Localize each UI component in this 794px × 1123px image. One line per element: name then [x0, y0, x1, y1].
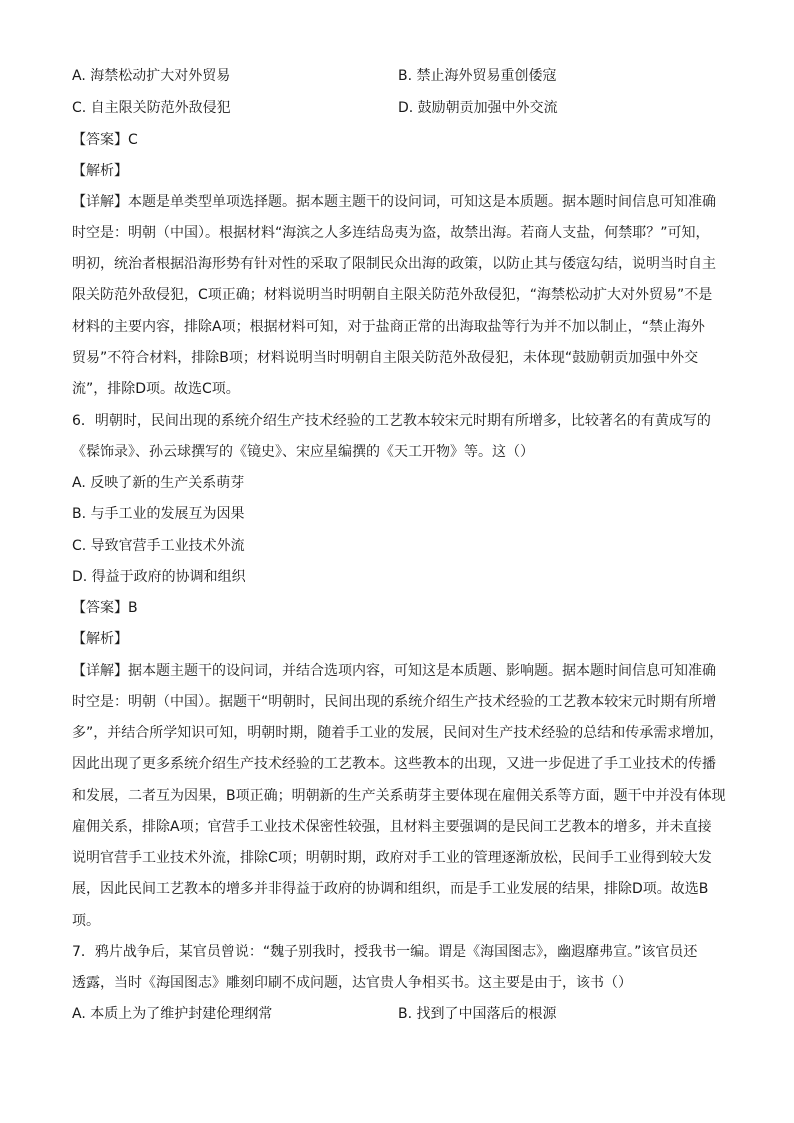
q6-answer: 【答案】B — [72, 600, 138, 616]
q6-detail-line: 和发展，二者互为因果，B项正确；明朝新的生产关系萌芽主要体现在雇佣关系等方面，题干中并没有体现 — [72, 788, 726, 804]
q7-stem-line: 透露，当时《海国图志》雕刻印刷不成问题，达官贵人争相买书。这主要是由于，该书（） — [72, 975, 632, 991]
q6-detail-line: 项。 — [72, 913, 100, 929]
q6-detail-line: 因此出现了更多系统介绍生产技术经验的工艺教本。这些教本的出现，又进一步促进了手工业技术的传播 — [72, 756, 716, 772]
q5-detail-line: 流”，排除D项。故选C项。 — [72, 381, 240, 397]
q5-option-c: C. 自主限关防范外敌侵犯 — [72, 100, 231, 116]
q6-detail-line: 多”，并结合所学知识可知，明朝时期，随着手工业的发展，民间对生产技术经验的总结和传承需求增加， — [72, 725, 724, 741]
q5-detail-line: 【详解】本题是单类型单项选择题。据本题主题干的设问词，可知这是本质题。据本题时间信息可知准确 — [72, 194, 716, 210]
q6-stem-line: 6．明朝时，民间出现的系统介绍生产技术经验的工艺教本较宋元时期有所增多，比较著名的有黄成写的 — [72, 413, 711, 429]
q5-detail-line: 时空是：明朝（中国）。根据材料“海滨之人多连结岛夷为盗，故禁出海。若商人支盐，何禁耶？”可知， — [72, 225, 710, 241]
q6-option-c: C. 导致官营手工业技术外流 — [72, 538, 245, 554]
q6-option-b: B. 与手工业的发展互为因果 — [72, 506, 245, 522]
q6-analysis-label: 【解析】 — [72, 631, 128, 647]
q7-option-a: A. 本质上为了维护封建伦理纲常 — [72, 1006, 273, 1022]
q6-detail-line: 展，因此民间工艺教本的增多并非得益于政府的协调和组织，而是手工业发展的结果，排除D项。故选B — [72, 881, 709, 897]
q5-option-a: A. 海禁松动扩大对外贸易 — [72, 68, 231, 84]
q6-option-a: A. 反映了新的生产关系萌芽 — [72, 475, 245, 491]
q7-option-b: B. 找到了中国落后的根源 — [398, 1006, 557, 1022]
q6-stem-line: 《髹饰录》、孙云球撰写的《镜史》、宋应星编撰的《天工开物》等。这（） — [72, 444, 534, 460]
q6-detail-line: 时空是：明朝（中国）。据题干“明朝时，民间出现的系统介绍生产技术经验的工艺教本较宋元时期有所增 — [72, 694, 717, 710]
q5-detail-line: 材料的主要内容，排除A项；根据材料可知，对于盐商正常的出海取盐等行为并不加以制止，“禁止海外 — [72, 319, 705, 335]
q5-detail-line: 贸易”不符合材料，排除B项；材料说明当时明朝自主限关防范外敌侵犯，未体现“鼓励朝贡加强中外交 — [72, 350, 699, 366]
q5-option-b: B. 禁止海外贸易重创倭寇 — [398, 68, 557, 84]
q5-detail-line: 限关防范外敌侵犯，C项正确；材料说明当时明朝自主限关防范外敌侵犯，“海禁松动扩大对外贸易”不是 — [72, 287, 713, 303]
q5-option-d: D. 鼓励朝贡加强中外交流 — [398, 100, 558, 116]
q5-answer: 【答案】C — [72, 132, 138, 148]
q7-stem-line: 7．鸦片战争后，某官员曾说：“魏子别我时，授我书一编。谓是《海国图志》，幽遐靡弗宣。”该官员还 — [72, 944, 698, 960]
q5-detail-line: 明初，统治者根据沿海形势有针对性的采取了限制民众出海的政策，以防止其与倭寇勾结，说明当时自主 — [72, 256, 716, 272]
q6-detail-line: 说明官营手工业技术外流，排除C项；明朝时期，政府对手工业的管理逐渐放松，民间手工业得到较大发 — [72, 850, 712, 866]
q6-detail-line: 【详解】据本题主题干的设问词，并结合选项内容，可知这是本质题、影响题。据本题时间信息可知准确 — [72, 663, 716, 679]
q6-option-d: D. 得益于政府的协调和组织 — [72, 569, 246, 585]
q5-analysis-label: 【解析】 — [72, 163, 128, 179]
q6-detail-line: 雇佣关系，排除A项；官营手工业技术保密性较强，且材料主要强调的是民间工艺教本的增多，并未直接 — [72, 819, 712, 835]
